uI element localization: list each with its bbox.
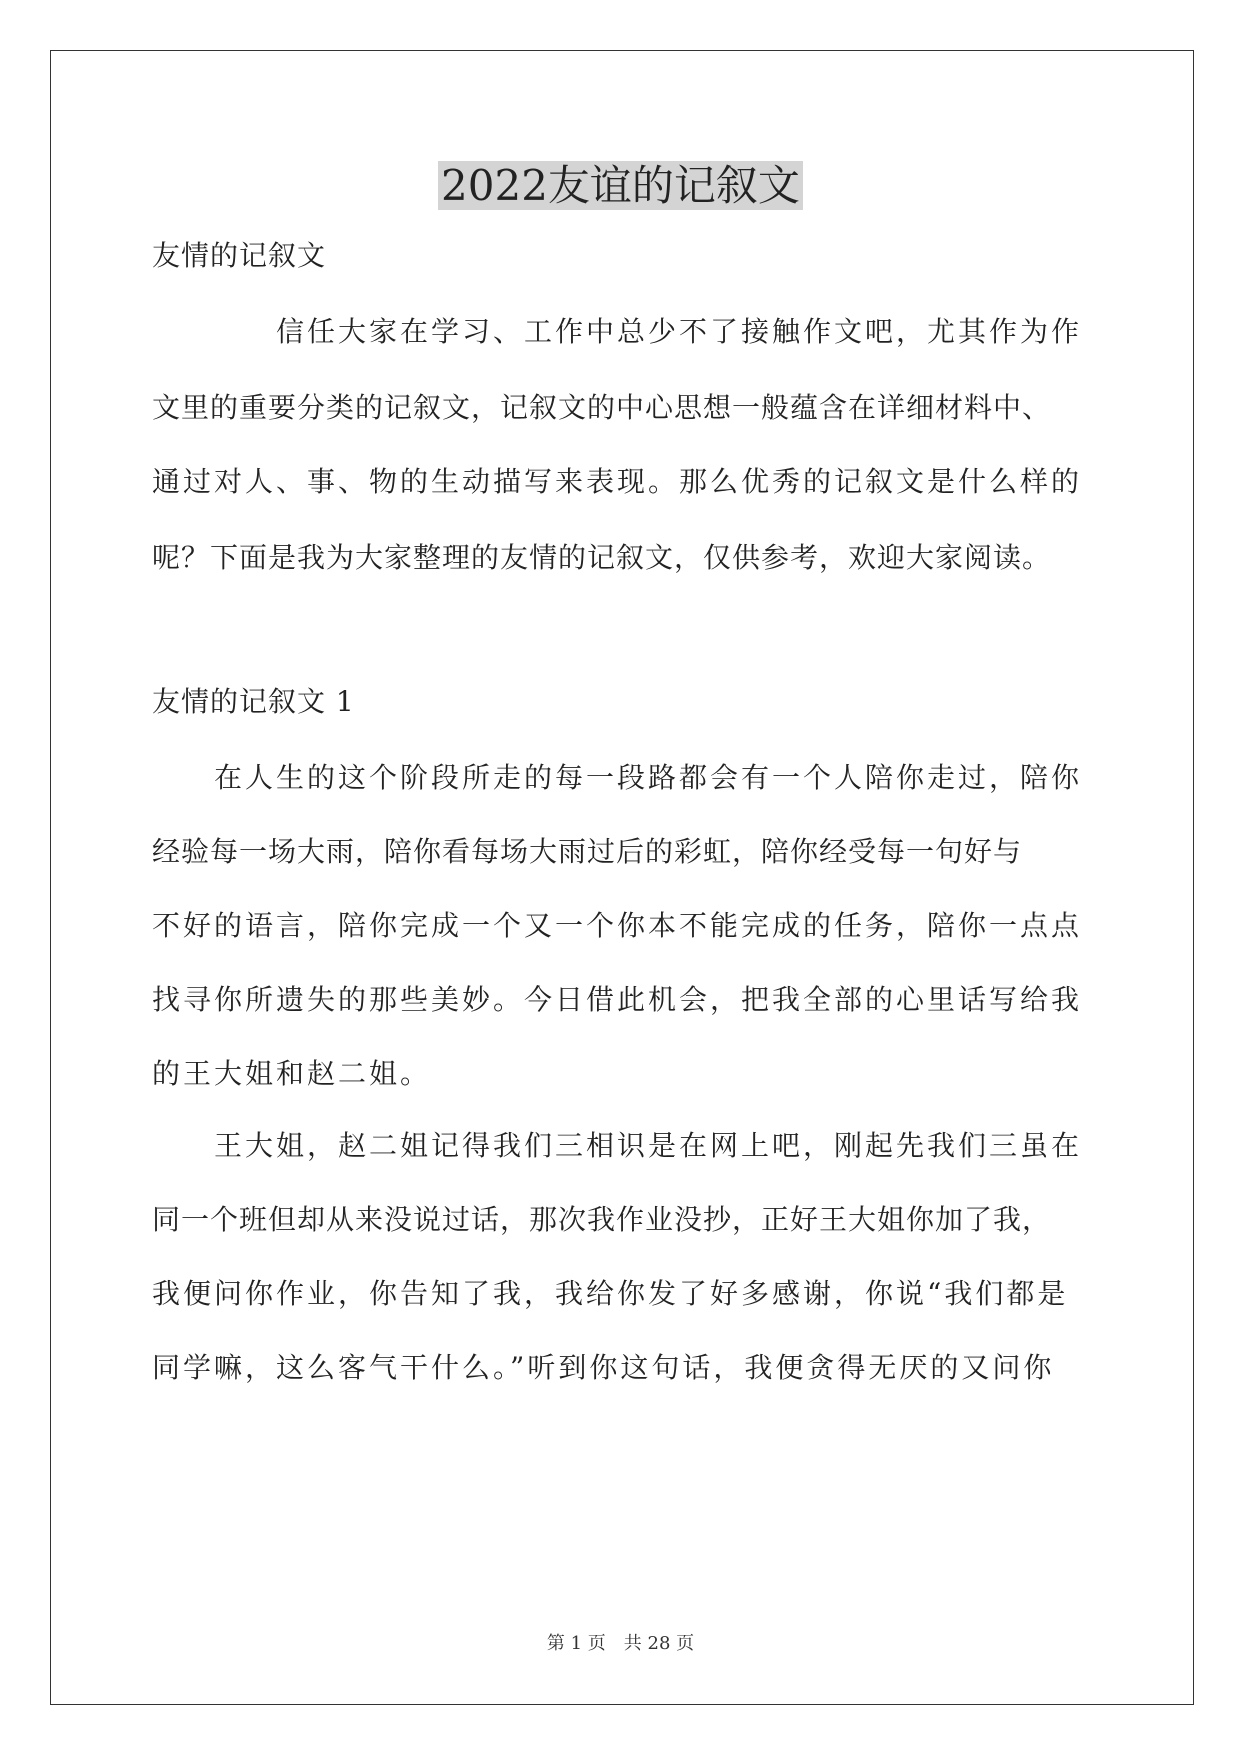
title-text: 2022友谊的记叙文 — [438, 161, 803, 210]
section-heading: 友情的记叙文 1 — [152, 685, 355, 718]
para2-line-2: 同一个班但却从来没说过话，那次我作业没抄，正好王大姐你加了我， — [152, 1203, 1052, 1236]
intro-line-2: 文里的重要分类的记叙文，记叙文的中心思想一般蕴含在详细材料中、 — [152, 391, 1052, 424]
para1-line-5: 的王大姐和赵二姐。 — [152, 1057, 432, 1090]
para1-line-2: 经验每一场大雨，陪你看每场大雨过后的彩虹，陪你经受每一句好与 — [152, 835, 1023, 868]
page-border — [50, 50, 1194, 1705]
para1-line-1: 在人生的这个阶段所走的每一段路都会有一个人陪你走过，陪你 — [214, 761, 1083, 794]
intro-line-3: 通过对人、事、物的生动描写来表现。那么优秀的记叙文是什么样的 — [152, 465, 1083, 498]
page-number-footer: 第 1 页 共 28 页 — [546, 1633, 695, 1654]
para2-line-3: 我便问你作业，你告知了我，我给你发了好多感谢，你说“我们都是 — [152, 1277, 1069, 1310]
intro-line-4: 呢？下面是我为大家整理的友情的记叙文，仅供参考，欢迎大家阅读。 — [152, 541, 1052, 574]
para2-line-4: 同学嘛，这么客气干什么。”听到你这句话，我便贪得无厌的又问你 — [152, 1351, 1055, 1384]
subtitle: 友情的记叙文 — [152, 239, 327, 272]
para1-line-4: 找寻你所遗失的那些美妙。今日借此机会，把我全部的心里话写给我 — [152, 983, 1083, 1016]
para1-line-3: 不好的语言，陪你完成一个又一个你本不能完成的任务，陪你一点点 — [152, 909, 1083, 942]
document-title — [0, 158, 1241, 214]
para2-line-1: 王大姐，赵二姐记得我们三相识是在网上吧，刚起先我们三虽在 — [214, 1129, 1083, 1162]
intro-line-1: 信任大家在学习、工作中总少不了接触作文吧，尤其作为作 — [276, 315, 1083, 348]
